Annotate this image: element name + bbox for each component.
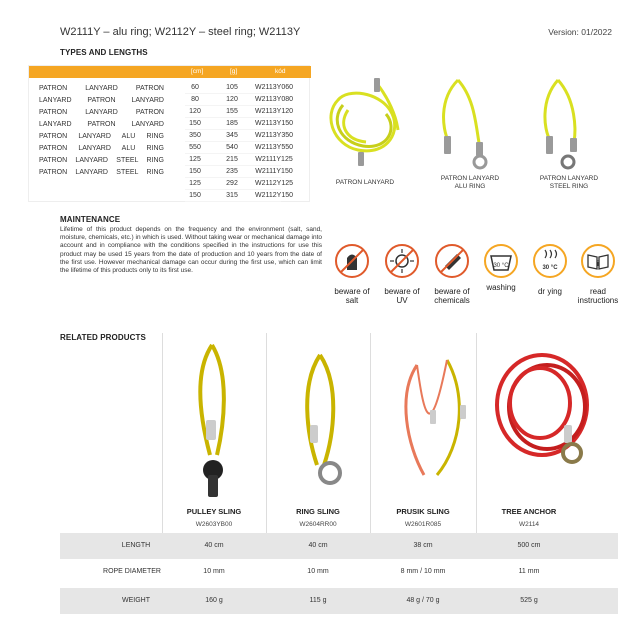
spec-row-weight: [60, 588, 618, 614]
cell-kod: W2111Y125: [255, 156, 293, 163]
caption-drying: dr ying: [537, 287, 562, 296]
related-product-images: [162, 335, 622, 505]
table-row: [185, 142, 293, 154]
ring-sling-image: [307, 355, 340, 483]
cell-g: 105: [226, 84, 238, 91]
document-title: W2111Y – alu ring; W2112Y – steel ring; W2113Y: [60, 26, 301, 38]
cell-kod: W2111Y150: [255, 168, 293, 175]
spec-row-rope-diameter: [60, 559, 618, 585]
spec-label: LENGTH: [121, 542, 151, 549]
col-header-kod: kód: [275, 68, 286, 75]
alu-ring-lanyard-image: [444, 80, 486, 168]
drying-icon: [533, 244, 567, 278]
cell-g: 185: [226, 120, 238, 127]
related-name-pulley-sling: PULLEY SLING: [186, 507, 242, 516]
cell-cm: 150: [189, 168, 201, 175]
related-code-prusik-sling: W2601R085: [404, 521, 442, 528]
caption-salt: beware of salt: [334, 287, 370, 305]
product-label-patron-lanyard: PATRON LANYARD: [335, 179, 395, 186]
table-row: [185, 118, 293, 130]
table-row: [185, 106, 293, 118]
related-code-tree-anchor: W2114: [518, 521, 540, 528]
spec-label: ROPE DIAMETER: [103, 568, 161, 575]
table-row: [185, 94, 293, 106]
cell-kod: W2113Y350: [254, 132, 293, 139]
svg-text:i: i: [597, 261, 599, 268]
type-name: PATRON LANYARD STEEL RING: [39, 157, 164, 164]
types-names-column: [39, 83, 164, 179]
type-name: PATRON LANYARD STEEL RING: [39, 169, 164, 176]
table-row: [185, 154, 293, 166]
types-heading: TYPES AND LENGTHS: [60, 48, 148, 57]
spec-row-length: [60, 533, 618, 559]
spec-value: 40 cm: [308, 542, 328, 549]
cell-g: 540: [226, 144, 238, 151]
prusik-sling-image: [406, 360, 466, 475]
version-label: Version: 01/2022: [548, 27, 612, 37]
types-table-header: [29, 66, 311, 78]
col-header-g: [g]: [230, 68, 238, 75]
patron-lanyard-image: [331, 78, 398, 166]
cell-g: 235: [226, 168, 238, 175]
spec-value: 8 mm / 10 mm: [400, 568, 446, 575]
steel-ring-lanyard-image: [545, 80, 577, 168]
cell-cm: 150: [189, 120, 201, 127]
cell-kod: W2112Y150: [254, 192, 293, 199]
caption-read-instructions: read instructions: [577, 287, 619, 305]
caption-uv: beware of UV: [384, 287, 420, 305]
related-name-tree-anchor: TREE ANCHOR: [501, 507, 557, 516]
col-header-cm: [cm]: [191, 68, 204, 75]
spec-value: 38 cm: [413, 542, 433, 549]
cell-g: 120: [226, 96, 238, 103]
table-row: [185, 190, 293, 202]
types-table: [28, 65, 310, 202]
cell-kod: W2113Y060: [254, 84, 293, 91]
cell-cm: 125: [189, 180, 201, 187]
cell-g: 155: [226, 108, 238, 115]
cell-cm: 125: [189, 156, 201, 163]
svg-text:30 °C: 30 °C: [542, 265, 558, 271]
cell-kod: W2112Y125: [254, 180, 293, 187]
spec-value: 10 mm: [203, 568, 225, 575]
table-row: [185, 82, 293, 94]
cell-cm: 120: [189, 108, 201, 115]
related-heading: RELATED PRODUCTS: [60, 333, 146, 342]
beware-uv-icon: [385, 244, 419, 278]
cell-kod: W2113Y550: [254, 144, 293, 151]
lanyard-product-images: [318, 70, 618, 185]
cell-kod: W2113Y080: [254, 96, 293, 103]
type-name: PATRON LANYARD ALU RING: [39, 145, 164, 152]
maintenance-text: Lifetime of this product depends on the frequency and the environment (salt, sand, moisture, chemicals, etc.) in which is used. Without taking wear or mechanical damage into account and in compliance with the conditions specified in the instructions for use this product may be used 15 years from the date of production and 10 years from the date of the first use. However mechanical damage can occur during the first use, which can limit the lifetime of this products only to its first use.: [60, 226, 322, 275]
type-name: PATRON LANYARD PATRON: [39, 85, 164, 92]
type-name: LANYARD PATRON LANYARD: [39, 121, 164, 128]
cell-cm: 60: [191, 84, 199, 91]
spec-value: 160 g: [205, 597, 223, 604]
type-name: LANYARD PATRON LANYARD: [39, 97, 164, 104]
table-row: [185, 130, 293, 142]
table-row: [185, 178, 293, 190]
spec-value: 10 mm: [307, 568, 329, 575]
spec-value: 115 g: [309, 597, 327, 604]
related-name-ring-sling: RING SLING: [296, 507, 340, 516]
caption-chemicals: beware of chemicals: [434, 287, 470, 305]
related-name-prusik-sling: PRUSIK SLING: [396, 507, 450, 516]
spec-value: 40 cm: [204, 542, 224, 549]
spec-value: 500 cm: [517, 542, 541, 549]
tree-anchor-image: [497, 355, 587, 462]
related-code-pulley-sling: W2603YB00: [195, 521, 233, 528]
type-name: PATRON LANYARD PATRON: [39, 109, 164, 116]
maintenance-heading: MAINTENANCE: [60, 215, 121, 224]
cell-g: 215: [226, 156, 238, 163]
beware-chemicals-icon: [435, 244, 469, 278]
related-code-ring-sling: W2604RR00: [299, 521, 337, 528]
cell-kod: W2113Y150: [254, 120, 293, 127]
spec-value: 48 g / 70 g: [406, 597, 440, 604]
types-values: [185, 82, 293, 202]
spec-value: 11 mm: [518, 568, 540, 575]
spec-value: 525 g: [520, 597, 538, 604]
washing-icon: [484, 244, 518, 278]
cell-cm: 150: [189, 192, 201, 199]
type-name: PATRON LANYARD ALU RING: [39, 133, 164, 140]
product-label-steel-ring: PATRON LANYARD STEEL RING: [539, 175, 599, 190]
cell-cm: 350: [189, 132, 201, 139]
svg-text:30 °C: 30 °C: [493, 263, 509, 269]
spec-label: WEIGHT: [122, 597, 150, 604]
table-row: [185, 166, 293, 178]
beware-salt-icon: [335, 244, 369, 278]
cell-cm: 80: [191, 96, 199, 103]
product-label-alu-ring: PATRON LANYARD ALU RING: [440, 175, 500, 190]
cell-g: 345: [226, 132, 238, 139]
cell-g: 292: [226, 180, 238, 187]
cell-cm: 550: [189, 144, 201, 151]
pulley-sling-image: [200, 345, 224, 497]
caption-washing: washing: [486, 283, 516, 292]
cell-g: 315: [226, 192, 238, 199]
read-instructions-icon: [581, 244, 615, 278]
cell-kod: W2113Y120: [254, 108, 293, 115]
